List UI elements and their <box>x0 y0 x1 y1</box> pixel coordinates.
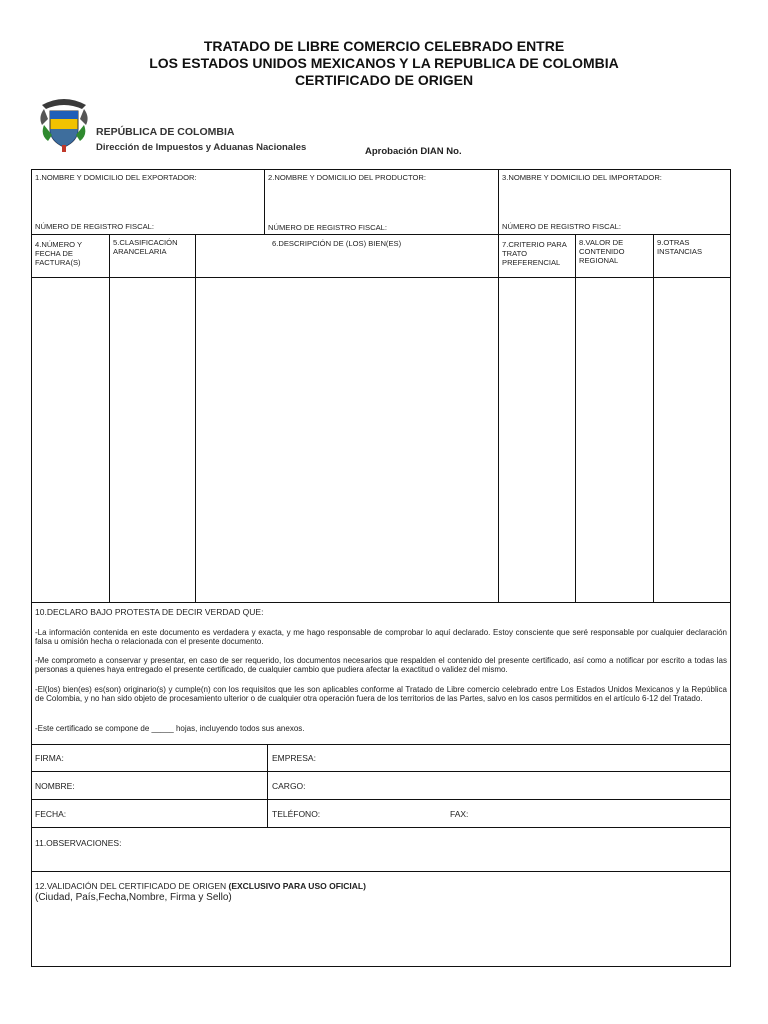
declaration-heading: 10.DECLARO BAJO PROTESTA DE DECIR VERDAD QUE: <box>35 607 264 617</box>
declaration-p4: -Este certificado se compone de _____ hojas, incluyendo todos sus anexos. <box>35 724 305 733</box>
validation-text: 12.VALIDACIÓN DEL CERTIFICADO DE ORIGEN <box>35 881 229 891</box>
fecha-label: FECHA: <box>35 809 67 819</box>
exporter-label: 1.NOMBRE Y DOMICILIO DEL EXPORTADOR: <box>35 173 197 182</box>
declaration-p1: -La información contenida en este documento es verdadera y exacta, y me hago responsable de comprobar lo aquí declarado. Estoy consciente que seré responsable por cualquier declaración falsa u omisión hecha o relacionada con el presente documento. <box>35 628 727 647</box>
validation-official: (EXCLUSIVO PARA USO OFICIAL) <box>228 881 366 891</box>
col-criterion: 7.CRITERIO PARA TRATO PREFERENCIAL <box>502 240 567 267</box>
cargo-label: CARGO: <box>272 781 306 791</box>
title-line-3: CERTIFICADO DE ORIGEN <box>294 72 474 88</box>
coat-of-arms-logo <box>34 95 94 153</box>
col-other: 9.OTRAS INSTANCIAS <box>657 238 703 256</box>
title-line-2: LOS ESTADOS UNIDOS MEXICANOS Y LA REPUBLICA DE COLOMBIA <box>149 55 619 71</box>
empresa-label: EMPRESA: <box>272 753 316 763</box>
col-regional-value: 8.VALOR DE CONTENIDO REGIONAL <box>579 238 625 265</box>
validation-sub: (Ciudad, País,Fecha,Nombre, Firma y Sello) <box>35 892 232 903</box>
declaration-p2: -Me comprometo a conservar y presentar, en caso de ser requerido, los documentos necesarios que respalden el contenido del presente certificado, así como a notificar por escrito a todas las personas a quienes haya entregado el presente certificado, de cualquier cambio que pudiera afectar la exactitud o validez del mismo. <box>35 656 727 675</box>
importer-tax-id: NÚMERO DE REGISTRO FISCAL: <box>502 222 621 231</box>
agency-name: Dirección de Impuestos y Aduanas Nacionales <box>96 142 307 153</box>
col-tariff: 5.CLASIFICACIÓN ARANCELARIA <box>113 238 178 256</box>
agency-country: REPÚBLICA DE COLOMBIA <box>96 126 235 138</box>
importer-label: 3.NOMBRE Y DOMICILIO DEL IMPORTADOR: <box>502 173 662 182</box>
firma-label: FIRMA: <box>35 753 64 763</box>
producer-label: 2.NOMBRE Y DOMICILIO DEL PRODUCTOR: <box>268 173 426 182</box>
title-line-1: TRATADO DE LIBRE COMERCIO CELEBRADO ENTRE <box>203 38 565 54</box>
declaration-p3: -El(los) bien(es) es(son) originario(s) y cumple(n) con los requisitos que les son aplicables conforme al Tratado de Libre comercio celebrado entre Los Estados Unidos Mexicanos y la República de Colombia, y no han sido objeto de procesamiento ulterior o de cualquier otra operación fuera de los territorios de las Partes, salvo en los casos permitidos en el artículo 6-12 del Tratado. <box>35 685 727 704</box>
producer-tax-id: NÚMERO DE REGISTRO FISCAL: <box>268 223 387 232</box>
observations-label: 11.OBSERVACIONES: <box>35 838 122 848</box>
form-frame <box>31 169 731 967</box>
approval-label: Aprobación DIAN No. <box>365 146 462 157</box>
exporter-tax-id: NÚMERO DE REGISTRO FISCAL: <box>35 222 154 231</box>
col-description: 6.DESCRIPCIÓN DE (LOS) BIEN(ES) <box>272 239 402 248</box>
telefono-label: TELÉFONO: <box>272 809 321 819</box>
nombre-label: NOMBRE: <box>35 781 75 791</box>
col-invoice: 4.NÚMERO Y FECHA DE FACTURA(S) <box>35 240 82 267</box>
validation-label <box>35 881 366 891</box>
fax-label: FAX: <box>450 809 469 819</box>
